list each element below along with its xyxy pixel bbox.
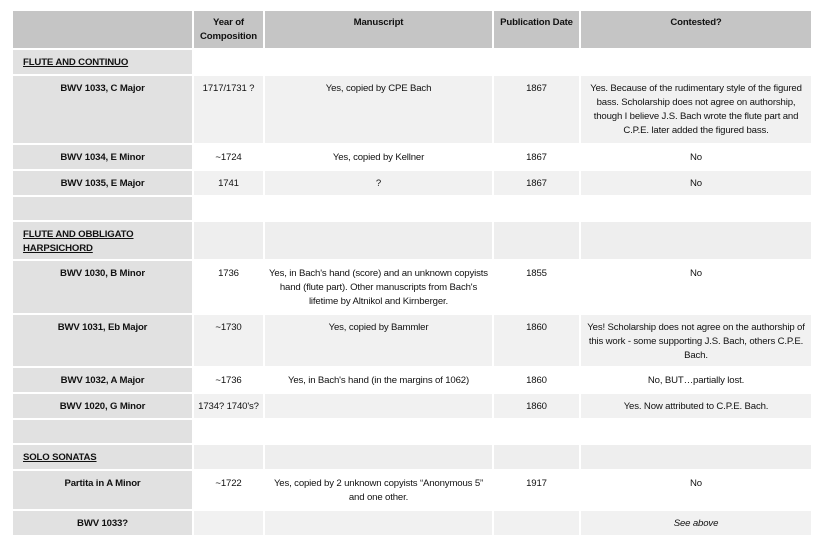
work-cell: BWV 1030, B Minor xyxy=(13,261,194,315)
year-cell: ~1736 xyxy=(194,368,265,394)
empty-cell xyxy=(265,197,494,222)
empty-cell xyxy=(581,445,813,471)
contested-cell: No xyxy=(581,261,813,315)
section-row xyxy=(13,445,813,471)
year-cell: 1741 xyxy=(194,171,265,197)
publication-cell: 1855 xyxy=(494,261,581,315)
publication-cell: 1860 xyxy=(494,368,581,394)
work-cell: BWV 1035, E Major xyxy=(13,171,194,197)
table-row xyxy=(13,145,813,171)
contested-cell: Yes! Scholarship does not agree on the authorship of this work - some supporting J.S. Bach, others C.P.E. Bach. xyxy=(581,315,813,368)
contested-cell: No, BUT…partially lost. xyxy=(581,368,813,394)
manuscript-cell: ? xyxy=(265,171,494,197)
work-cell: BWV 1031, Eb Major xyxy=(13,315,194,368)
manuscript-cell: Yes, copied by CPE Bach xyxy=(265,76,494,145)
table-row xyxy=(13,315,813,368)
table-row xyxy=(13,171,813,197)
empty-cell xyxy=(494,222,581,261)
contested-cell: No xyxy=(581,171,813,197)
manuscript-cell: Yes, copied by 2 unknown copyists “Anonymous 5” and one other. xyxy=(265,471,494,511)
contested-cell: See above xyxy=(581,511,813,537)
work-cell: BWV 1033, C Major xyxy=(13,76,194,145)
bach-flute-works-table xyxy=(13,11,813,537)
work-cell: BWV 1032, A Major xyxy=(13,368,194,394)
spacer-row xyxy=(13,420,813,445)
empty-cell xyxy=(194,445,265,471)
empty-cell xyxy=(194,222,265,261)
empty-cell xyxy=(194,197,265,222)
table-row xyxy=(13,394,813,420)
empty-cell xyxy=(581,197,813,222)
year-cell: ~1722 xyxy=(194,471,265,511)
empty-cell xyxy=(265,222,494,261)
empty-cell xyxy=(581,420,813,445)
empty-cell xyxy=(581,50,813,76)
year-cell xyxy=(194,511,265,537)
header-year xyxy=(194,11,265,50)
section-title-flute-continuo: FLUTE AND CONTINUO xyxy=(13,50,194,76)
publication-cell: 1867 xyxy=(494,145,581,171)
manuscript-cell: Yes, copied by Bammler xyxy=(265,315,494,368)
publication-cell: 1917 xyxy=(494,471,581,511)
contested-cell: Yes. Because of the rudimentary style of the figured bass. Scholarship does not agree on authorship, though I believe J.S. Bach wrote the flute part and C.P.E. later added the figured bass. xyxy=(581,76,813,145)
header-year-line2: Composition xyxy=(200,31,257,42)
empty-cell xyxy=(265,420,494,445)
work-cell: BWV 1020, G Minor xyxy=(13,394,194,420)
header-contested: Contested? xyxy=(581,11,813,50)
year-cell: 1736 xyxy=(194,261,265,315)
manuscript-cell xyxy=(265,511,494,537)
empty-cell xyxy=(494,50,581,76)
publication-cell: 1867 xyxy=(494,171,581,197)
year-cell: ~1730 xyxy=(194,315,265,368)
empty-cell xyxy=(265,50,494,76)
section-title-solo: SOLO SONATAS xyxy=(13,445,194,471)
header-work xyxy=(13,11,194,50)
empty-cell xyxy=(194,420,265,445)
empty-cell xyxy=(265,445,494,471)
manuscript-cell xyxy=(265,394,494,420)
empty-cell xyxy=(581,222,813,261)
manuscript-cell: Yes, copied by Kellner xyxy=(265,145,494,171)
contested-cell: Yes. Now attributed to C.P.E. Bach. xyxy=(581,394,813,420)
header-row xyxy=(13,11,813,50)
year-cell: 1734? 1740's? xyxy=(194,394,265,420)
header-publication: Publication Date xyxy=(494,11,581,50)
manuscript-cell: Yes, in Bach's hand (in the margins of 1062) xyxy=(265,368,494,394)
empty-cell xyxy=(13,420,194,445)
publication-cell: 1860 xyxy=(494,394,581,420)
year-cell: ~1724 xyxy=(194,145,265,171)
empty-cell xyxy=(194,50,265,76)
publication-cell: 1867 xyxy=(494,76,581,145)
table-row xyxy=(13,471,813,511)
work-cell: BWV 1034, E Minor xyxy=(13,145,194,171)
section-row xyxy=(13,50,813,76)
table-row xyxy=(13,368,813,394)
empty-cell xyxy=(494,197,581,222)
work-cell: Partita in A Minor xyxy=(13,471,194,511)
table-row xyxy=(13,261,813,315)
header-manuscript: Manuscript xyxy=(265,11,494,50)
work-cell: BWV 1033? xyxy=(13,511,194,537)
header-year-line1: Year of xyxy=(213,17,244,28)
empty-cell xyxy=(494,420,581,445)
table-row xyxy=(13,76,813,145)
empty-cell xyxy=(494,445,581,471)
table-row xyxy=(13,511,813,537)
contested-cell: No xyxy=(581,145,813,171)
spacer-row xyxy=(13,197,813,222)
section-row xyxy=(13,222,813,261)
section-title-flute-obbligato: FLUTE AND OBBLIGATO HARPSICHORD xyxy=(13,222,194,261)
contested-cell: No xyxy=(581,471,813,511)
year-cell: 1717/1731 ? xyxy=(194,76,265,145)
empty-cell xyxy=(13,197,194,222)
publication-cell: 1860 xyxy=(494,315,581,368)
manuscript-cell: Yes, in Bach's hand (score) and an unknown copyists hand (flute part). Other manuscripts from Bach's lifetime by Altnikol and Kirnberger. xyxy=(265,261,494,315)
publication-cell xyxy=(494,511,581,537)
